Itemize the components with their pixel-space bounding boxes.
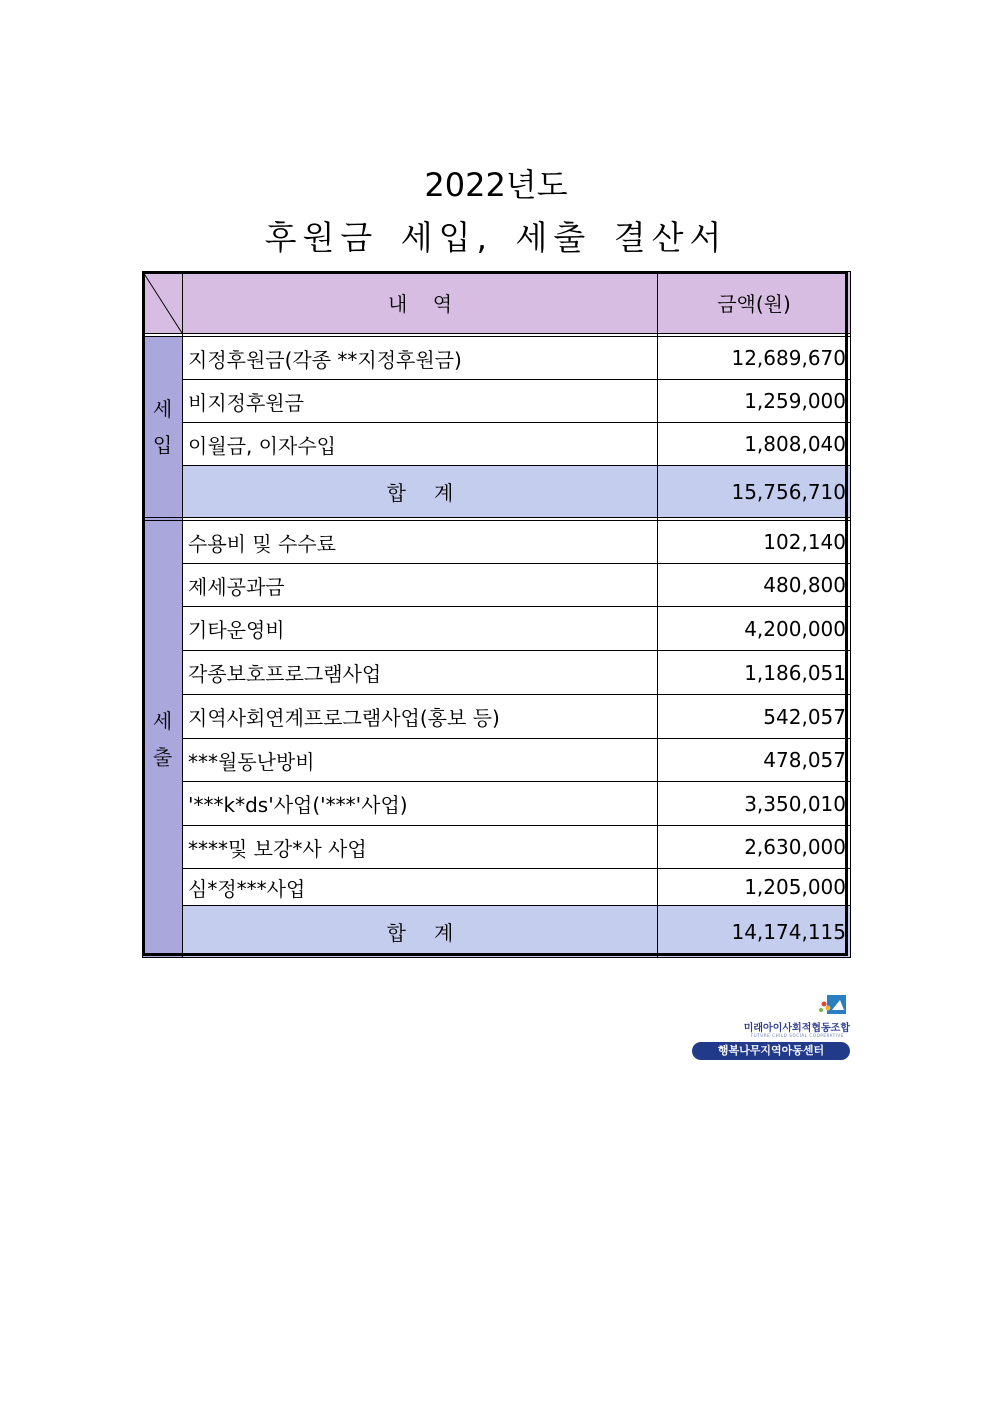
income-amount: 12,689,670 (658, 337, 851, 380)
column-header-amount: 금액(원) (658, 272, 851, 334)
expense-item: 기타운영비 (183, 607, 658, 651)
income-label-char-2: 입 (152, 433, 173, 457)
logo-org-name: 미래아이사회적협동조합 (743, 1023, 850, 1034)
expense-amount: 1,186,051 (658, 651, 851, 695)
income-item: 지정후원금(각종 **지정후원금) (183, 337, 658, 380)
document-title: 후원금 세입, 세출 결산서 (264, 218, 728, 257)
expense-item: '***k*ds'사업('***'사업) (183, 782, 658, 826)
expense-amount: 4,200,000 (658, 607, 851, 651)
expense-item: 각종보호프로그램사업 (183, 651, 658, 695)
income-total-amount: 15,756,710 (658, 466, 851, 518)
expense-amount: 542,057 (658, 695, 851, 739)
expense-total-label: 합계 (183, 906, 658, 958)
expense-amount: 3,350,010 (658, 782, 851, 826)
logo-center-name: 행복나무지역아동센터 (692, 1042, 850, 1060)
expense-amount: 102,140 (658, 521, 851, 564)
expense-amount: 1,205,000 (658, 869, 851, 906)
income-item: 비지정후원금 (183, 380, 658, 423)
expense-label-char-1: 세 (152, 709, 173, 733)
logo-org-name-en: FUTURE CHILD SOCIAL COOPERATIVE (750, 1033, 844, 1038)
income-total-label: 합계 (183, 466, 658, 518)
organization-logo (690, 992, 850, 1062)
expense-item: 지역사회연계프로그램사업(홍보 등) (183, 695, 658, 739)
expense-amount: 2,630,000 (658, 826, 851, 869)
expense-total-amount: 14,174,115 (658, 906, 851, 958)
expense-item: ****및 보강*사 사업 (183, 826, 658, 869)
logo-mark-icon (818, 992, 848, 1018)
expense-item: 수용비 및 수수료 (183, 521, 658, 564)
income-amount: 1,259,000 (658, 380, 851, 423)
expense-amount: 480,800 (658, 564, 851, 607)
document-year: 2022년도 (424, 166, 568, 204)
table-outer-border (142, 271, 848, 956)
income-label-char-1: 세 (152, 397, 173, 421)
expense-amount: 478,057 (658, 739, 851, 782)
expense-item: 심*정***사업 (183, 869, 658, 906)
income-amount: 1,808,040 (658, 423, 851, 466)
expense-item: ***월동난방비 (183, 739, 658, 782)
expense-label-char-2: 출 (152, 745, 173, 769)
expense-item: 제세공과금 (183, 564, 658, 607)
income-item: 이월금, 이자수입 (183, 423, 658, 466)
column-header-item: 내 역 (183, 272, 658, 334)
